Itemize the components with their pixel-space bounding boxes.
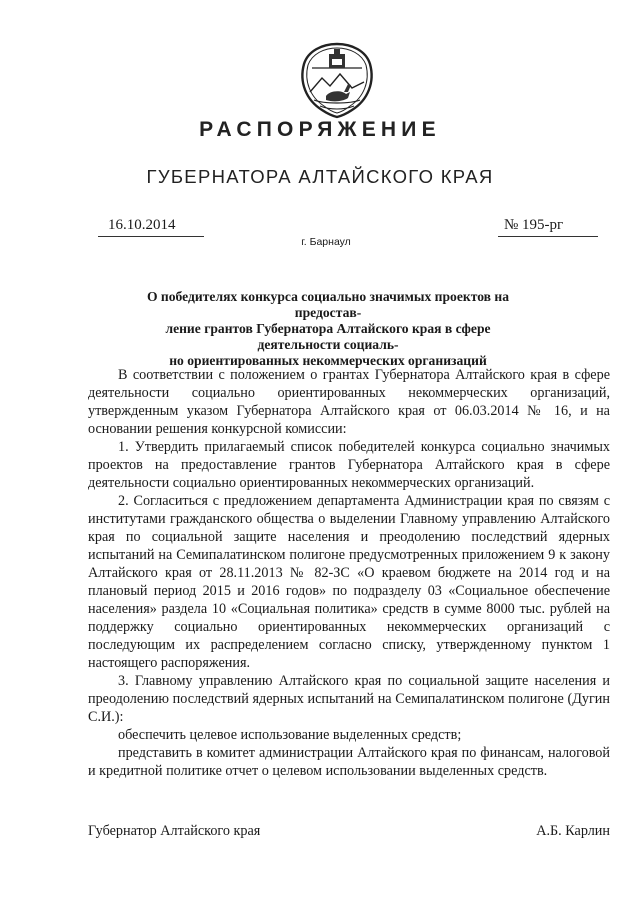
issuing-authority: ГУБЕРНАТОРА АЛТАЙСКОГО КРАЯ [146, 166, 494, 187]
body-paragraph-preamble: В соответствии с положением о грантах Губернатора Алтайского края в сфере деятельности социально ориентированных некоммерческих организаций, утвержденным указом Губернатора Алтайского края от 06.03.2014 № 16, и на основании решения конкурсной комиссии: [88, 367, 610, 437]
document-type: РАСПОРЯЖЕНИЕ [199, 118, 441, 141]
subject-line: ление грантов Губернатора Алтайского края в сфере деятельности социаль- [165, 321, 491, 352]
body-paragraph-item-1: 1. Утвердить прилагаемый список победителей конкурса социально значимых проектов на предоставление грантов Губернатора Алтайского края в сфере деятельности социально ориентированных некоммерческих организаций. [88, 439, 610, 491]
subject-line: но ориентированных некоммерческих организаций [169, 353, 487, 368]
document-subject [128, 289, 528, 369]
document-date: 16.10.2014 [108, 217, 176, 233]
signatory-role: Губернатор Алтайского края [88, 823, 261, 839]
document-body [88, 366, 610, 780]
altai-krai-coat-of-arms-icon [296, 38, 378, 120]
body-paragraph-subitem-1: обеспечить целевое использование выделенных средств; [118, 727, 462, 743]
signatory-name: А.Б. Карлин [536, 823, 610, 839]
body-paragraph-subitem-2: представить в комитет администрации Алтайского края по финансам, налоговой и кредитной политике отчет о целевом использовании выделенных средств. [88, 745, 610, 779]
city-name: г. Барнаул [301, 236, 351, 248]
subject-line: О победителях конкурса социально значимых проектов на предостав- [146, 289, 510, 320]
body-paragraph-item-3: 3. Главному управлению Алтайского края по социальной защите населения и преодолению последствий ядерных испытаний на Семипалатинском полигоне (Дугин С.И.): [88, 673, 610, 725]
document-number: № 195-рг [504, 217, 564, 233]
body-paragraph-item-2: 2. Согласиться с предложением департамента Администрации края по связям с институтами гражданского общества о выделении Главному управлению Алтайского края по социальной защите населения и преодолению последствий ядерных испытаний на Семипалатинском полигоне предусмотренных приложением 9 к закону Алтайского края от 28.11.2013 № 82-ЗС «О краевом бюджете на 2014 год и на плановый период 2015 и 2016 годов» по подразделу 03 «Социальное обеспечение населения» раздела 10 «Социальная политика» средств в сумме 8000 тыс. рублей на поддержку социально ориентированных некоммерческих организаций с последующим их распределением согласно списку, утвержденному пунктом 1 настоящего распоряжения. [88, 493, 610, 671]
